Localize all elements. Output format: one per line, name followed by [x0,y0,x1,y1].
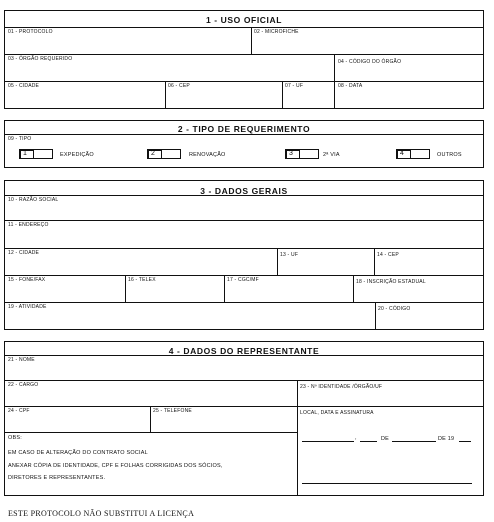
option-outros-checkbox[interactable] [396,149,430,159]
divider [374,248,375,275]
divider [4,302,484,303]
field-label-codigo-orgao: 04 - CÓDIGO DO ÓRGÃO [338,59,402,65]
field-label-atividade: 19 - ATIVIDADE [8,304,47,310]
divider [4,275,484,276]
field-label-microfiche: 02 - MICROFICHE [254,29,299,35]
field-label-cidade: 12 - CIDADE [8,250,40,256]
field-label-cep: 06 - CEP [168,83,190,89]
obs-line: ANEXAR CÓPIA DE IDENTIDADE, CPF E FOLHAS CORRIGIDAS DOS SÓCIOS, [8,463,223,469]
divider [4,406,484,407]
divider [224,275,225,302]
field-label-cep: 14 - CEP [377,252,399,258]
field-label-endereco: 11 - ENDEREÇO [8,222,49,228]
divider [334,54,335,109]
divider [165,81,166,109]
divider [4,380,484,381]
field-label-razao-social: 10 - RAZÃO SOCIAL [8,197,59,203]
field-label-tipo: 09 - TIPO [8,136,32,142]
divider [4,81,484,82]
divider [277,248,278,275]
divider [251,27,252,54]
divider [150,406,151,432]
section-dados-representante [4,341,484,496]
field-label-codigo: 20 - CÓDIGO [378,306,411,312]
field-label-orgao-requerido: 03 - ÓRGÃO REQUERIDO [8,56,73,62]
field-label-local-data-assinatura: LOCAL, DATA E ASSINATURA [300,410,374,416]
divider [353,275,354,302]
divider [375,302,376,330]
field-label-telex: 16 - TELEX [128,277,156,283]
signature-line[interactable] [302,483,472,484]
divider [4,432,297,433]
section-title: 3 - DADOS GERAIS [200,186,288,196]
field-label-identidade: 23 - Nº IDENTIDADE /ÓRGÃO/UF [300,384,383,390]
divider [4,248,484,249]
divider [4,220,484,221]
date-blank-month[interactable] [392,441,436,442]
option-label-renovacao: RENOVAÇÃO [189,152,226,158]
field-label-uf: 07 - UF [285,83,304,89]
option-label-outros: OUTROS [437,152,462,158]
option-number: 4 [400,150,404,157]
divider [4,54,484,55]
section-title: 4 - DADOS DO REPRESENTANTE [168,346,320,356]
option-number: 2 [151,150,155,157]
divider [4,27,484,28]
option-label-segunda-via: 2ª VIA [323,152,340,158]
obs-line: EM CASO DE ALTERAÇÃO DO CONTRATO SOCIAL [8,450,148,456]
field-label-cgc-mf: 17 - CGC/MF [227,277,259,283]
field-label-inscricao-estadual: 18 - INSCRIÇÃO ESTADUAL [356,279,426,285]
field-label-fone-fax: 15 - FONE/FAX [8,277,46,283]
field-label-nome: 21 - NOME [8,357,35,363]
field-label-protocolo: 01 - PROTOCOLO [8,29,53,35]
option-label-expedicao: EXPEDIÇÃO [60,152,94,158]
date-de-label: DE [381,436,390,442]
field-label-cpf: 24 - CPF [8,408,30,414]
option-renovacao-checkbox[interactable] [147,149,181,159]
option-expedicao-checkbox[interactable] [19,149,53,159]
footer-notice: ESTE PROTOCOLO NÃO SUBSTITUI A LICENÇA [8,509,195,518]
divider [4,134,484,135]
date-blank-day[interactable] [360,441,377,442]
field-label-cargo: 22 - CARGO [8,382,39,388]
date-de-19-label: DE 19 [438,436,455,442]
field-label-telefone: 25 - TELEFONE [153,408,192,414]
date-blank-place[interactable] [302,441,354,442]
obs-label: OBS: [8,435,22,441]
section-title: 2 - TIPO DE REQUERIMENTO [177,124,311,134]
divider [297,380,298,496]
field-label-data: 08 - DATA [338,83,363,89]
option-number: 3 [289,150,293,157]
field-label-cidade: 05 - CIDADE [8,83,40,89]
date-comma: , [355,435,357,441]
section-dados-gerais [4,180,484,330]
obs-line: DIRETORES E REPRESENTANTES. [8,475,106,481]
divider [282,81,283,109]
divider [4,355,484,356]
divider [4,195,484,196]
field-label-uf: 13 - UF [280,252,299,258]
section-tipo-requerimento [4,120,484,168]
option-number: 1 [23,150,27,157]
option-segunda-via-checkbox[interactable] [285,149,319,159]
date-blank-year[interactable] [459,441,471,442]
section-uso-oficial [4,10,484,109]
divider [125,275,126,302]
section-title: 1 - USO OFICIAL [205,15,283,25]
